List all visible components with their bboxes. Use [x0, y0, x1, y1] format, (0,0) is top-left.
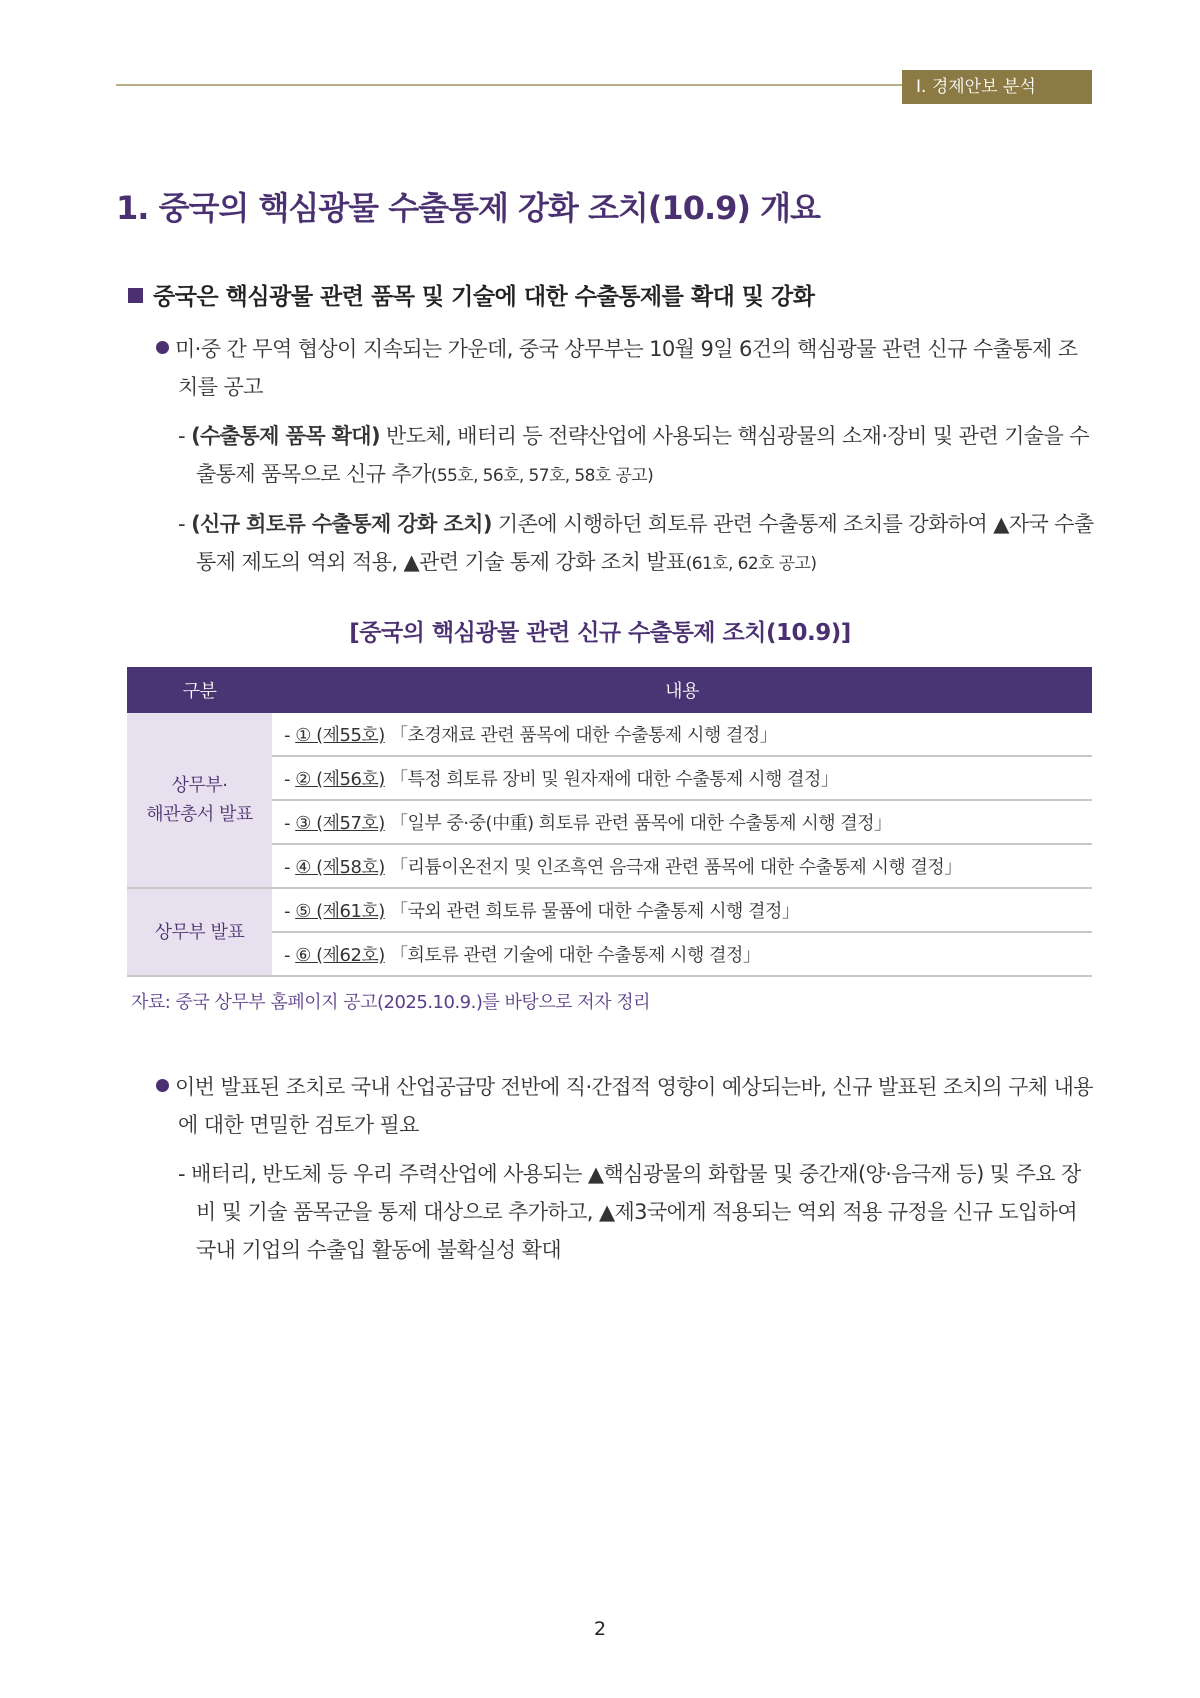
bullet-2: [156, 1068, 1096, 1144]
item-number: ② (제56호): [295, 769, 385, 790]
section-tag: Ⅰ. 경제안보 분석: [902, 70, 1092, 104]
dash-1-text: 반도체, 배터리 등 전략산업에 사용되는 핵심광물의 소재·장비 및 관련 기술을 수출통제 품목으로 신규 추가: [196, 424, 1089, 486]
measures-table: [127, 667, 1092, 977]
bullet-2-text: 이번 발표된 조치로 국내 산업공급망 전반에 직·간접적 영향이 예상되는바, 신규 발표된 조치의 구체 내용에 대한 면밀한 검토가 필요: [175, 1075, 1093, 1137]
dash-2-text: 기존에 시행하던 희토류 관련 수출통제 조치를 강화하여 ▲자국 수출통제 제도의 역외 적용, ▲관련 기술 통제 강화 조치 발표: [196, 512, 1094, 574]
section-heading-text: 중국은 핵심광물 관련 품목 및 기술에 대한 수출통제를 확대 및 강화: [153, 284, 815, 310]
category-line: 해관총서 발표: [146, 804, 253, 825]
page-title: 1. 중국의 핵심광물 수출통제 강화 조치(10.9) 개요: [116, 189, 820, 227]
table-row: [127, 844, 1092, 888]
item-text: 「희토류 관련 기술에 대한 수출통제 시행 결정」: [390, 945, 761, 966]
dash-1-label: (수출통제 품목 확대): [191, 424, 380, 448]
item-cell: - ④ (제58호) 「리튬이온전지 및 인조흑연 음극재 관련 품목에 대한 수출통제 시행 결정」: [272, 844, 1092, 888]
item-text: 「초경재료 관련 품목에 대한 수출통제 시행 결정」: [390, 725, 778, 746]
category-cell: 상무부 발표: [127, 888, 272, 976]
header-content: 내용: [272, 667, 1092, 713]
bullet-1-dash-1: - (수출통제 품목 확대) 반도체, 배터리 등 전략산업에 사용되는 핵심광물의 소재·장비 및 관련 기술을 수출통제 품목으로 신규 추가(55호, 56호, 57호, 58호 공고): [178, 424, 1089, 486]
table-caption: [중국의 핵심광물 관련 신규 수출통제 조치(10.9)]: [349, 620, 851, 646]
item-cell: - ⑥ (제62호) 「희토류 관련 기술에 대한 수출통제 시행 결정」: [272, 932, 1092, 976]
item-text: 「국외 관련 희토류 물품에 대한 수출통제 시행 결정」: [390, 901, 800, 922]
circle-bullet-icon: [156, 341, 169, 354]
section-heading: [128, 278, 814, 311]
header-category: 구분: [127, 667, 272, 713]
category-line: 상무부·: [171, 775, 228, 796]
bullet-2-dash-text: 배터리, 반도체 등 우리 주력산업에 사용되는 ▲핵심광물의 화합물 및 중간재(양·음극재 등) 및 주요 장비 및 기술 품목군을 통제 대상으로 추가하고, ▲제3국에게 적용되는 역외 적용 규정을 신규 도입하여 국내 기업의 수출입 활동에 불확실성 확대: [191, 1162, 1081, 1262]
square-bullet-icon: [128, 288, 143, 303]
item-cell: - ③ (제57호) 「일부 중·중(中重) 희토류 관련 품목에 대한 수출통제 시행 결정」: [272, 800, 1092, 844]
table-header: [127, 667, 1092, 713]
dash-1-note: (55호, 56호, 57호, 58호 공고): [430, 466, 654, 486]
table-source: 자료: 중국 상무부 홈페이지 공고(2025.10.9.)를 바탕으로 저자 정리: [131, 992, 651, 1013]
item-number: ③ (제57호): [295, 813, 385, 834]
table-row: [127, 800, 1092, 844]
bullet-1-dash-2: - (신규 희토류 수출통제 강화 조치) 기존에 시행하던 희토류 관련 수출통제 조치를 강화하여 ▲자국 수출통제 제도의 역외 적용, ▲관련 기술 통제 강화 조치 발표(61호, 62호 공고): [178, 512, 1094, 574]
category-cell: [127, 713, 272, 888]
item-text: 「특정 희토류 장비 및 원자재에 대한 수출통제 시행 결정」: [390, 769, 839, 790]
item-text: 「일부 중·중(中重) 희토류 관련 품목에 대한 수출통제 시행 결정」: [390, 813, 892, 834]
item-number: ④ (제58호): [295, 857, 385, 878]
circle-bullet-icon: [156, 1079, 169, 1092]
item-number: ⑤ (제61호): [295, 901, 385, 922]
table-row: [127, 932, 1092, 976]
dash-2-note: (61호, 62호 공고): [685, 554, 817, 574]
item-cell: - ② (제56호) 「특정 희토류 장비 및 원자재에 대한 수출통제 시행 결정」: [272, 756, 1092, 800]
table-row: [127, 756, 1092, 800]
table-row: [127, 888, 1092, 932]
page-number: 2: [593, 1618, 607, 1640]
header-rule: [116, 84, 906, 86]
bullet-2-dash-1: - 배터리, 반도체 등 우리 주력산업에 사용되는 ▲핵심광물의 화합물 및 중간재(양·음극재 등) 및 주요 장비 및 기술 품목군을 통제 대상으로 추가하고, ▲제3국에게 적용되는 역외 적용 규정을 신규 도입하여 국내 기업의 수출입 활동에 불확실성 확대: [178, 1162, 1081, 1262]
item-number: ⑥ (제62호): [295, 945, 385, 966]
item-cell: - ① (제55호) 「초경재료 관련 품목에 대한 수출통제 시행 결정」: [272, 713, 1092, 756]
bullet-1: [156, 330, 1096, 406]
item-number: ① (제55호): [295, 725, 385, 746]
item-text: 「리튬이온전지 및 인조흑연 음극재 관련 품목에 대한 수출통제 시행 결정」: [390, 857, 962, 878]
dash-2-label: (신규 희토류 수출통제 강화 조치): [191, 512, 492, 536]
bullet-1-text: 미·중 간 무역 협상이 지속되는 가운데, 중국 상무부는 10월 9일 6건의 핵심광물 관련 신규 수출통제 조치를 공고: [175, 337, 1078, 399]
table-row: [127, 713, 1092, 756]
item-cell: - ⑤ (제61호) 「국외 관련 희토류 물품에 대한 수출통제 시행 결정」: [272, 888, 1092, 932]
